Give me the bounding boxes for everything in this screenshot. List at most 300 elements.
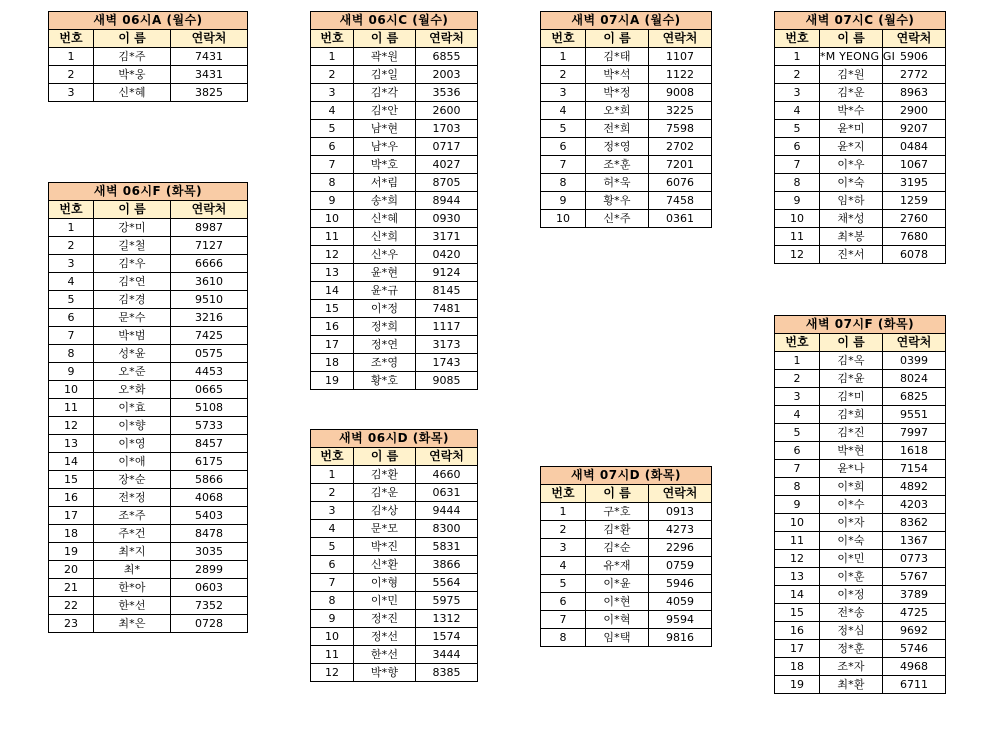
column-header-name: 이 름 — [820, 30, 883, 48]
row-number: 11 — [49, 399, 94, 417]
row-number: 9 — [49, 363, 94, 381]
table-row — [311, 574, 478, 592]
column-header-phone: 연락처 — [883, 30, 946, 48]
column-header-no: 번호 — [311, 30, 354, 48]
member-name: 윤*규 — [354, 282, 416, 300]
phone-last4: 3173 — [416, 336, 478, 354]
roster-table-06f — [48, 182, 248, 633]
member-name: 박*범 — [94, 327, 171, 345]
row-number: 2 — [49, 66, 94, 84]
phone-last4: 2899 — [171, 561, 248, 579]
phone-last4: 1312 — [416, 610, 478, 628]
row-number: 2 — [49, 237, 94, 255]
table-row — [49, 489, 248, 507]
row-number: 16 — [775, 622, 820, 640]
phone-last4: 9692 — [883, 622, 946, 640]
phone-last4: 2600 — [416, 102, 478, 120]
row-number: 17 — [49, 507, 94, 525]
row-number: 9 — [311, 610, 354, 628]
member-name: 주*건 — [94, 525, 171, 543]
member-name: 이*숙 — [820, 174, 883, 192]
table-row — [311, 102, 478, 120]
table-row — [775, 532, 946, 550]
table-row — [775, 514, 946, 532]
table-row — [775, 586, 946, 604]
phone-last4: 1117 — [416, 318, 478, 336]
column-header-no: 번호 — [311, 448, 354, 466]
row-number: 8 — [541, 174, 586, 192]
row-number: 10 — [541, 210, 586, 228]
member-name: 김*태 — [586, 48, 649, 66]
row-number: 11 — [311, 646, 354, 664]
table-row — [311, 502, 478, 520]
row-number: 2 — [311, 484, 354, 502]
row-number: 4 — [541, 102, 586, 120]
table-row — [311, 120, 478, 138]
table-row — [775, 210, 946, 228]
table-row — [541, 192, 712, 210]
member-name: 윤*현 — [354, 264, 416, 282]
table-row — [311, 556, 478, 574]
member-name: 정*영 — [586, 138, 649, 156]
phone-last4: 1122 — [649, 66, 712, 84]
table-row — [541, 611, 712, 629]
row-number: 18 — [775, 658, 820, 676]
phone-last4: 1367 — [883, 532, 946, 550]
column-header-no: 번호 — [541, 30, 586, 48]
phone-last4: 3225 — [649, 102, 712, 120]
phone-last4: 5906 — [883, 48, 946, 66]
table-row — [311, 592, 478, 610]
member-name: 유*재 — [586, 557, 649, 575]
member-name: 이*효 — [94, 399, 171, 417]
table-row — [541, 210, 712, 228]
member-name: 윤*지 — [820, 138, 883, 156]
member-name: 신*희 — [354, 228, 416, 246]
phone-last4: 4725 — [883, 604, 946, 622]
table-row — [311, 84, 478, 102]
phone-last4: 7997 — [883, 424, 946, 442]
column-header-no: 번호 — [775, 334, 820, 352]
member-name: 장*순 — [94, 471, 171, 489]
phone-last4: 5564 — [416, 574, 478, 592]
phone-last4: 1259 — [883, 192, 946, 210]
row-number: 14 — [311, 282, 354, 300]
row-number: 3 — [311, 84, 354, 102]
table-row — [775, 388, 946, 406]
member-name: 정*심 — [820, 622, 883, 640]
row-number: 4 — [49, 273, 94, 291]
phone-last4: 6855 — [416, 48, 478, 66]
member-name: 임*하 — [820, 192, 883, 210]
phone-last4: 3171 — [416, 228, 478, 246]
table-row — [775, 496, 946, 514]
phone-last4: 8705 — [416, 174, 478, 192]
member-name: 구*호 — [586, 503, 649, 521]
row-number: 2 — [541, 66, 586, 84]
row-number: 7 — [311, 156, 354, 174]
phone-last4: 0575 — [171, 345, 248, 363]
row-number: 8 — [775, 478, 820, 496]
row-number: 5 — [49, 291, 94, 309]
table-row — [775, 102, 946, 120]
member-name: 이*영 — [94, 435, 171, 453]
table-row — [541, 503, 712, 521]
row-number: 4 — [311, 520, 354, 538]
row-number: 7 — [775, 460, 820, 478]
phone-last4: 0420 — [416, 246, 478, 264]
member-name: 김*상 — [354, 502, 416, 520]
member-name: 이*자 — [820, 514, 883, 532]
member-name: 이*수 — [820, 496, 883, 514]
member-name: 신*혜 — [354, 210, 416, 228]
row-number: 7 — [775, 156, 820, 174]
table-row — [49, 507, 248, 525]
row-number: 6 — [49, 309, 94, 327]
phone-last4: 3216 — [171, 309, 248, 327]
phone-last4: 9816 — [649, 629, 712, 647]
phone-last4: 5746 — [883, 640, 946, 658]
table-row — [775, 120, 946, 138]
table-row — [311, 210, 478, 228]
column-header-phone: 연락처 — [883, 334, 946, 352]
phone-last4: 5767 — [883, 568, 946, 586]
roster-table-07c — [774, 11, 946, 264]
row-number: 14 — [49, 453, 94, 471]
phone-last4: 8963 — [883, 84, 946, 102]
table-row — [311, 156, 478, 174]
row-number: 6 — [311, 556, 354, 574]
phone-last4: 1107 — [649, 48, 712, 66]
row-number: 5 — [775, 424, 820, 442]
roster-table-06d — [310, 429, 478, 682]
table-row — [49, 435, 248, 453]
member-name: 황*우 — [586, 192, 649, 210]
row-number: 2 — [541, 521, 586, 539]
table-row — [49, 471, 248, 489]
row-number: 10 — [775, 514, 820, 532]
member-name: 정*훈 — [820, 640, 883, 658]
member-name: 박*향 — [354, 664, 416, 682]
table-row — [775, 406, 946, 424]
table-row — [311, 354, 478, 372]
row-number: 4 — [311, 102, 354, 120]
member-name: 신*우 — [354, 246, 416, 264]
table-row — [775, 48, 946, 66]
row-number: 3 — [541, 84, 586, 102]
roster-table-07a — [540, 11, 712, 228]
table-row — [49, 291, 248, 309]
row-number: 6 — [541, 593, 586, 611]
row-number: 18 — [49, 525, 94, 543]
table-row — [311, 484, 478, 502]
member-name: 강*미 — [94, 219, 171, 237]
row-number: 2 — [775, 370, 820, 388]
member-name: 신*환 — [354, 556, 416, 574]
table-row — [775, 424, 946, 442]
column-header-no: 번호 — [541, 485, 586, 503]
member-name: 박*석 — [586, 66, 649, 84]
member-name: 박*호 — [354, 156, 416, 174]
row-number: 4 — [541, 557, 586, 575]
member-name: 박*정 — [586, 84, 649, 102]
phone-last4: 0399 — [883, 352, 946, 370]
member-name: 이*민 — [820, 550, 883, 568]
table-row — [311, 466, 478, 484]
table-row — [311, 520, 478, 538]
table-row — [311, 66, 478, 84]
row-number: 12 — [775, 550, 820, 568]
table-row — [775, 352, 946, 370]
member-name: 오*화 — [94, 381, 171, 399]
row-number: 7 — [541, 611, 586, 629]
row-number: 2 — [311, 66, 354, 84]
member-name: 전*송 — [820, 604, 883, 622]
member-name: 정*연 — [354, 336, 416, 354]
member-name: 박*진 — [354, 538, 416, 556]
phone-last4: 2296 — [649, 539, 712, 557]
phone-last4: 3866 — [416, 556, 478, 574]
table-row — [49, 48, 248, 66]
member-name: 이*정 — [820, 586, 883, 604]
phone-last4: 1574 — [416, 628, 478, 646]
table-row — [49, 66, 248, 84]
phone-last4: 1743 — [416, 354, 478, 372]
table-row — [775, 604, 946, 622]
table-row — [49, 84, 248, 102]
member-name: 김*각 — [354, 84, 416, 102]
row-number: 1 — [541, 503, 586, 521]
row-number: 10 — [775, 210, 820, 228]
table-row — [775, 622, 946, 640]
table-row — [775, 66, 946, 84]
member-name: 김*희 — [820, 406, 883, 424]
table-row — [775, 460, 946, 478]
table-row — [541, 593, 712, 611]
table-row — [541, 521, 712, 539]
table-title: 새벽 06시F (화목) — [49, 183, 248, 201]
row-number: 8 — [49, 345, 94, 363]
table-row — [775, 228, 946, 246]
row-number: 1 — [49, 219, 94, 237]
row-number: 11 — [775, 532, 820, 550]
table-row — [775, 550, 946, 568]
phone-last4: 8944 — [416, 192, 478, 210]
row-number: 5 — [541, 120, 586, 138]
member-name: 김*옥 — [820, 352, 883, 370]
member-name: 최* — [94, 561, 171, 579]
phone-last4: 4968 — [883, 658, 946, 676]
roster-table-07f — [774, 315, 946, 694]
table-row — [49, 453, 248, 471]
phone-last4: 8362 — [883, 514, 946, 532]
phone-last4: 8385 — [416, 664, 478, 682]
table-row — [775, 370, 946, 388]
row-number: 1 — [49, 48, 94, 66]
member-name: 조*영 — [354, 354, 416, 372]
phone-last4: 0773 — [883, 550, 946, 568]
table-row — [775, 246, 946, 264]
row-number: 13 — [311, 264, 354, 282]
member-name: 한*선 — [354, 646, 416, 664]
phone-last4: 4453 — [171, 363, 248, 381]
phone-last4: 5946 — [649, 575, 712, 593]
table-title: 새벽 07시D (화목) — [541, 467, 712, 485]
phone-last4: 4068 — [171, 489, 248, 507]
row-number: 17 — [775, 640, 820, 658]
row-number: 19 — [49, 543, 94, 561]
member-name: 김*원 — [820, 66, 883, 84]
row-number: 15 — [775, 604, 820, 622]
column-header-phone: 연락처 — [649, 485, 712, 503]
table-row — [541, 120, 712, 138]
row-number: 7 — [49, 327, 94, 345]
row-number: 8 — [311, 174, 354, 192]
table-row — [49, 615, 248, 633]
table-row — [541, 539, 712, 557]
row-number: 6 — [775, 138, 820, 156]
member-name: 진*서 — [820, 246, 883, 264]
row-number: 8 — [775, 174, 820, 192]
table-row — [775, 174, 946, 192]
row-number: 6 — [311, 138, 354, 156]
phone-last4: 3444 — [416, 646, 478, 664]
table-row — [541, 575, 712, 593]
member-name: 남*우 — [354, 138, 416, 156]
row-number: 14 — [775, 586, 820, 604]
table-title: 새벽 07시F (화목) — [775, 316, 946, 334]
row-number: 23 — [49, 615, 94, 633]
row-number: 6 — [775, 442, 820, 460]
member-name: 김*진 — [820, 424, 883, 442]
row-number: 11 — [311, 228, 354, 246]
row-number: 15 — [49, 471, 94, 489]
member-name: 서*림 — [354, 174, 416, 192]
table-row — [311, 628, 478, 646]
member-name: 김*순 — [586, 539, 649, 557]
row-number: 7 — [311, 574, 354, 592]
roster-table-06c — [310, 11, 478, 390]
row-number: 9 — [311, 192, 354, 210]
table-row — [541, 84, 712, 102]
member-name: 정*희 — [354, 318, 416, 336]
table-row — [541, 629, 712, 647]
member-name: 최*환 — [820, 676, 883, 694]
row-number: 4 — [775, 102, 820, 120]
table-row — [49, 381, 248, 399]
table-row — [311, 264, 478, 282]
table-row — [49, 399, 248, 417]
column-header-no: 번호 — [775, 30, 820, 48]
row-number: 9 — [541, 192, 586, 210]
member-name: 김*미 — [820, 388, 883, 406]
phone-last4: 8300 — [416, 520, 478, 538]
member-name: 김*운 — [354, 484, 416, 502]
phone-last4: 3610 — [171, 273, 248, 291]
row-number: 9 — [775, 192, 820, 210]
phone-last4: 7425 — [171, 327, 248, 345]
column-header-name: 이 름 — [586, 485, 649, 503]
phone-last4: 6825 — [883, 388, 946, 406]
phone-last4: 6666 — [171, 255, 248, 273]
phone-last4: 5733 — [171, 417, 248, 435]
column-header-phone: 연락처 — [649, 30, 712, 48]
member-name: 이*애 — [94, 453, 171, 471]
row-number: 9 — [775, 496, 820, 514]
member-name: 김*우 — [94, 255, 171, 273]
phone-last4: 1067 — [883, 156, 946, 174]
table-row — [311, 300, 478, 318]
table-row — [49, 417, 248, 435]
phone-last4: 7598 — [649, 120, 712, 138]
table-row — [311, 372, 478, 390]
column-header-name: 이 름 — [354, 448, 416, 466]
member-name: 한*아 — [94, 579, 171, 597]
table-row — [311, 48, 478, 66]
phone-last4: 8024 — [883, 370, 946, 388]
table-row — [775, 192, 946, 210]
phone-last4: 5831 — [416, 538, 478, 556]
phone-last4: 0930 — [416, 210, 478, 228]
member-name: 오*준 — [94, 363, 171, 381]
roster-table-06a — [48, 11, 248, 102]
phone-last4: 6076 — [649, 174, 712, 192]
phone-last4: 2003 — [416, 66, 478, 84]
table-row — [49, 219, 248, 237]
table-row — [775, 640, 946, 658]
phone-last4: 9594 — [649, 611, 712, 629]
phone-last4: 0631 — [416, 484, 478, 502]
phone-last4: 7481 — [416, 300, 478, 318]
member-name: 허*욱 — [586, 174, 649, 192]
phone-last4: 9008 — [649, 84, 712, 102]
row-number: 1 — [775, 48, 820, 66]
table-row — [541, 48, 712, 66]
phone-last4: 0484 — [883, 138, 946, 156]
row-number: 2 — [775, 66, 820, 84]
member-name: 김*연 — [94, 273, 171, 291]
phone-last4: 6175 — [171, 453, 248, 471]
member-name: 전*희 — [586, 120, 649, 138]
row-number: 10 — [49, 381, 94, 399]
member-name: 김*주 — [94, 48, 171, 66]
row-number: 3 — [775, 388, 820, 406]
row-number: 15 — [311, 300, 354, 318]
row-number: 16 — [49, 489, 94, 507]
row-number: 12 — [49, 417, 94, 435]
phone-last4: 9444 — [416, 502, 478, 520]
row-number: 17 — [311, 336, 354, 354]
phone-last4: 1703 — [416, 120, 478, 138]
table-row — [311, 664, 478, 682]
row-number: 18 — [311, 354, 354, 372]
table-row — [311, 174, 478, 192]
phone-last4: 7154 — [883, 460, 946, 478]
phone-last4: 6078 — [883, 246, 946, 264]
member-name: *M YEONG GI — [820, 48, 883, 66]
table-row — [311, 228, 478, 246]
phone-last4: 3431 — [171, 66, 248, 84]
table-row — [311, 318, 478, 336]
row-number: 12 — [775, 246, 820, 264]
member-name: 이*희 — [820, 478, 883, 496]
phone-last4: 0728 — [171, 615, 248, 633]
phone-last4: 8987 — [171, 219, 248, 237]
member-name: 김*안 — [354, 102, 416, 120]
row-number: 3 — [541, 539, 586, 557]
row-number: 12 — [311, 246, 354, 264]
member-name: 성*윤 — [94, 345, 171, 363]
